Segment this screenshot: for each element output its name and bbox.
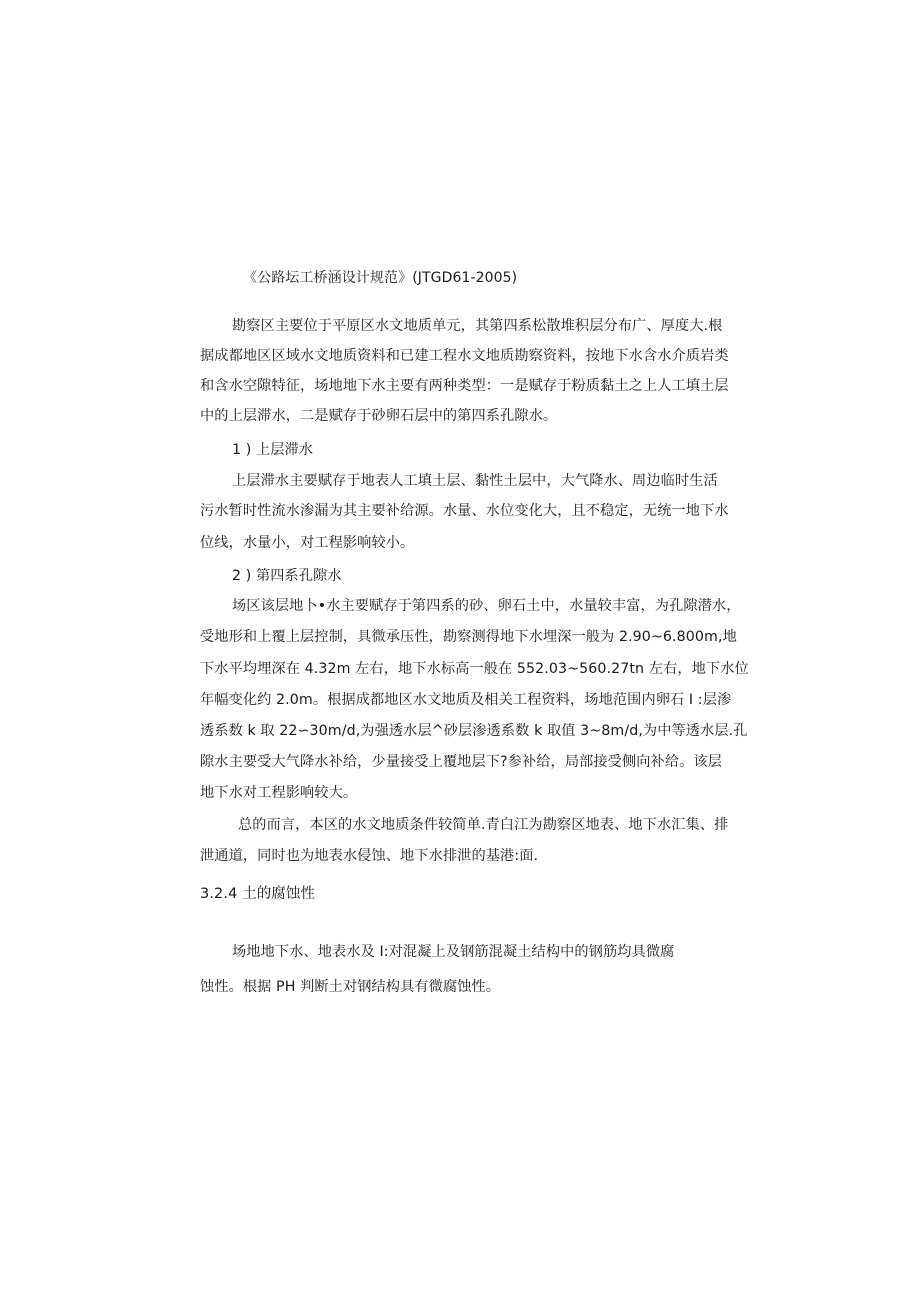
paragraph-line: 泄通道，同时也为地表水侵蚀、地下水排泄的基港:面.: [200, 848, 539, 864]
paragraph-line: 蚀性。根据 PH 判断土对钢结构具有微腐蚀性。: [200, 979, 501, 995]
paragraph-line: 污水暂时性流水渗漏为其主要补给源。水量、水位变化大，且不稳定，无统一地下水: [200, 503, 729, 519]
paragraph-line: 下水平均埋深在 4.32m 左右，地下水标高一般在 552.03~560.27tn 左右，地下水位: [200, 661, 749, 677]
paragraph-line: 总的而言，本区的水文地质条件较简单.青白江为勘察区地表、地下水汇集、排: [238, 817, 729, 833]
paragraph-line: 上层滞水主要赋存于地表人工填土层、黏性土层中，大气降水、周边临时生活: [232, 473, 718, 489]
paragraph-line: 年幅变化约 2.0m。根据成都地区水文地质及相关工程资料，场地范围内卵石 I :层渗: [200, 692, 732, 708]
paragraph-line: 位线，水量小，对工程影响较小。: [200, 535, 415, 551]
subheading-perched-water: 1 ) 上层滞水: [232, 442, 314, 458]
paragraph-line: 据成都地区区域水文地质资料和已建工程水文地质勘察资料，按地下水含水介质岩类: [200, 348, 729, 364]
section-title: 3.2.4 土的腐蚀性: [200, 886, 316, 902]
paragraph-line: 隙水主要受大气降水补给，少量接受上覆地层下?参补给，局部接受侧向补给。该层: [200, 754, 722, 770]
reference-citation: 《公路坛工桥涵设计规范》(JTGD61-2005): [243, 270, 518, 286]
paragraph-line: 中的上层滞水，二是赋存于砂卵石层中的第四系孔隙水。: [200, 408, 558, 424]
paragraph-line: 受地形和上覆上层控制，具微承压性，勘察测得地下水埋深一般为 2.90~6.800m,地: [200, 629, 737, 645]
subheading-pore-water: 2 ) 第四系孔隙水: [232, 568, 342, 584]
paragraph-line: 和含水空隙特征，场地地下水主要有两种类型：一是赋存于粉质黏土之上人工填土层: [200, 378, 729, 394]
paragraph-line: 场区该层地卜•水主要赋存于第四系的砂、卵石土中，水量较丰富，为孔隙潜水，: [232, 598, 741, 614]
paragraph-line: 场地地下水、地表水及 I:对混凝上及钢筋混凝土结构中的钢筋均具微腐: [232, 944, 675, 960]
paragraph-line: 地下水对工程影响较大。: [200, 785, 358, 801]
paragraph-line: 勘察区主要位于平原区水文地质单元，其第四系松散堆积层分布广、厚度大.根: [232, 318, 723, 334]
paragraph-line: 透系数 k 取 22∽30m/d,为强透水层^砂层渗透系数 k 取值 3~8m/d,为中等透水层.孔: [200, 723, 748, 739]
